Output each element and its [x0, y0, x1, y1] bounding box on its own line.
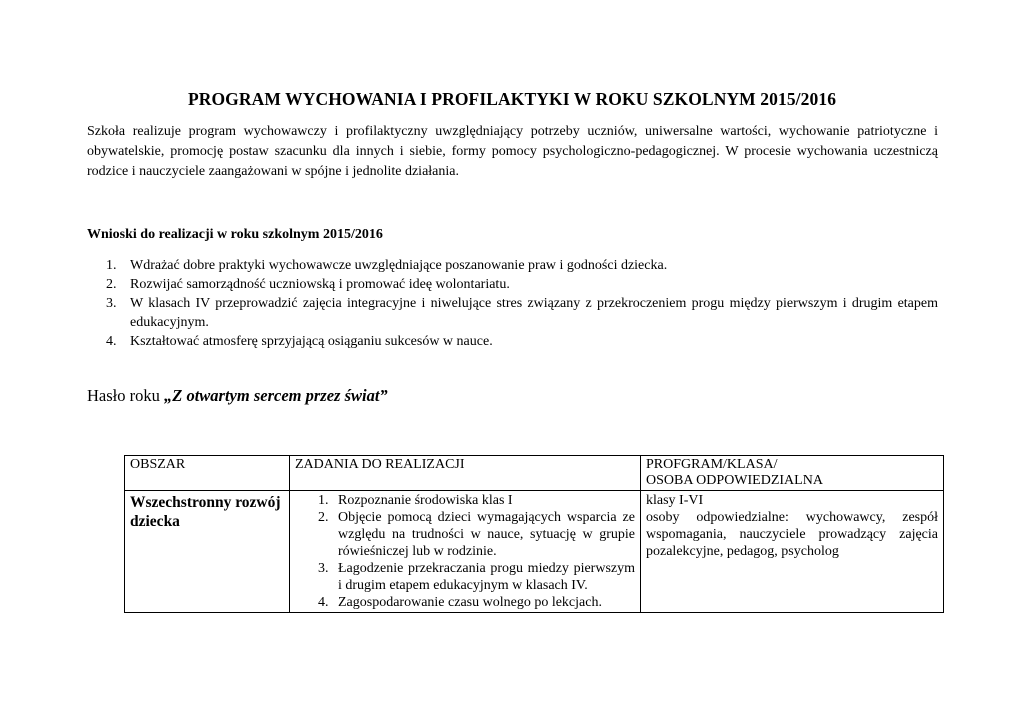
tasks-cell	[290, 491, 641, 613]
resp-persons: osoby odpowiedzialne: wychowawcy, zespół wspomagania, nauczyciele prowadzący zajęcia pozalekcyjne, pedagog, psycholog	[646, 510, 938, 559]
wnioski-heading: Wnioski do realizacji w roku szkolnym 2015/2016	[87, 227, 383, 242]
program-table	[124, 455, 944, 613]
task-item	[295, 509, 635, 560]
intro-paragraph: Szkoła realizuje program wychowawczy i profilaktyczny uwzględniający potrzeby uczniów, uniwersalne wartości, wychowanie patriotyczne i obywatelskie, promocję postaw szacunku dla innych i siebie, formy pomocy psychologiczno-pedagogicznej. W procesie wychowania uczestniczą rodzice i nauczyciele zaangażowani w spójne i jednolite działania.	[87, 124, 938, 179]
task-item	[295, 560, 635, 594]
responsibility-cell	[641, 491, 944, 613]
list-item	[87, 256, 938, 275]
list-number: 2.	[106, 277, 117, 292]
list-text: Rozwijać samorządność uczniowską i promować ideę wolontariatu.	[130, 277, 510, 292]
header-zadania: ZADANIA DO REALIZACJI	[290, 456, 641, 491]
motto-quote: „Z otwartym sercem przez świat”	[164, 386, 388, 405]
list-item	[87, 294, 938, 332]
header-program	[641, 456, 944, 491]
task-number: 1.	[318, 493, 329, 508]
task-text: Łagodzenie przekraczania progu miedzy pierwszym i drugim etapem edukacyjnym w klasach IV.	[338, 561, 635, 593]
header-program-line1: PROFGRAM/KLASA/	[646, 457, 778, 472]
list-item	[87, 332, 938, 351]
motto-line	[87, 386, 388, 406]
list-number: 4.	[106, 334, 117, 349]
task-text: Rozpoznanie środowiska klas I	[338, 493, 513, 508]
header-obszar: OBSZAR	[125, 456, 290, 491]
task-item	[295, 492, 635, 509]
motto-prefix: Hasło roku	[87, 386, 164, 405]
list-text: Kształtować atmosferę sprzyjającą osiąganiu sukcesów w nauce.	[130, 334, 493, 349]
wnioski-list	[87, 256, 938, 351]
header-program-line2: OSOBA ODPOWIEDZIALNA	[646, 473, 823, 488]
table-row	[125, 491, 944, 613]
list-text: Wdrażać dobre praktyki wychowawcze uwzględniające poszanowanie praw i godności dziecka.	[130, 258, 668, 273]
list-number: 1.	[106, 258, 117, 273]
area-cell: Wszechstronny rozwój dziecka	[125, 491, 290, 613]
task-text: Zagospodarowanie czasu wolnego po lekcjach.	[338, 595, 602, 610]
list-number: 3.	[106, 296, 117, 311]
document-title: PROGRAM WYCHOWANIA I PROFILAKTYKI W ROKU SZKOLNYM 2015/2016	[187, 89, 837, 109]
task-number: 3.	[318, 561, 329, 576]
task-text: Objęcie pomocą dzieci wymagających wsparcia ze względu na trudności w nauce, sytuację w grupie rówieśniczej lub w rodzinie.	[338, 510, 635, 559]
list-text: W klasach IV przeprowadzić zajęcia integracyjne i niwelujące stres związany z przekroczeniem progu między pierwszym i drugim etapem edukacyjnym.	[130, 296, 938, 330]
task-number: 4.	[318, 595, 329, 610]
list-item	[87, 275, 938, 294]
task-item	[295, 594, 635, 611]
table-header-row	[125, 456, 944, 491]
resp-classes: klasy I-VI	[646, 493, 704, 508]
tasks-list	[295, 492, 635, 611]
task-number: 2.	[318, 510, 329, 525]
